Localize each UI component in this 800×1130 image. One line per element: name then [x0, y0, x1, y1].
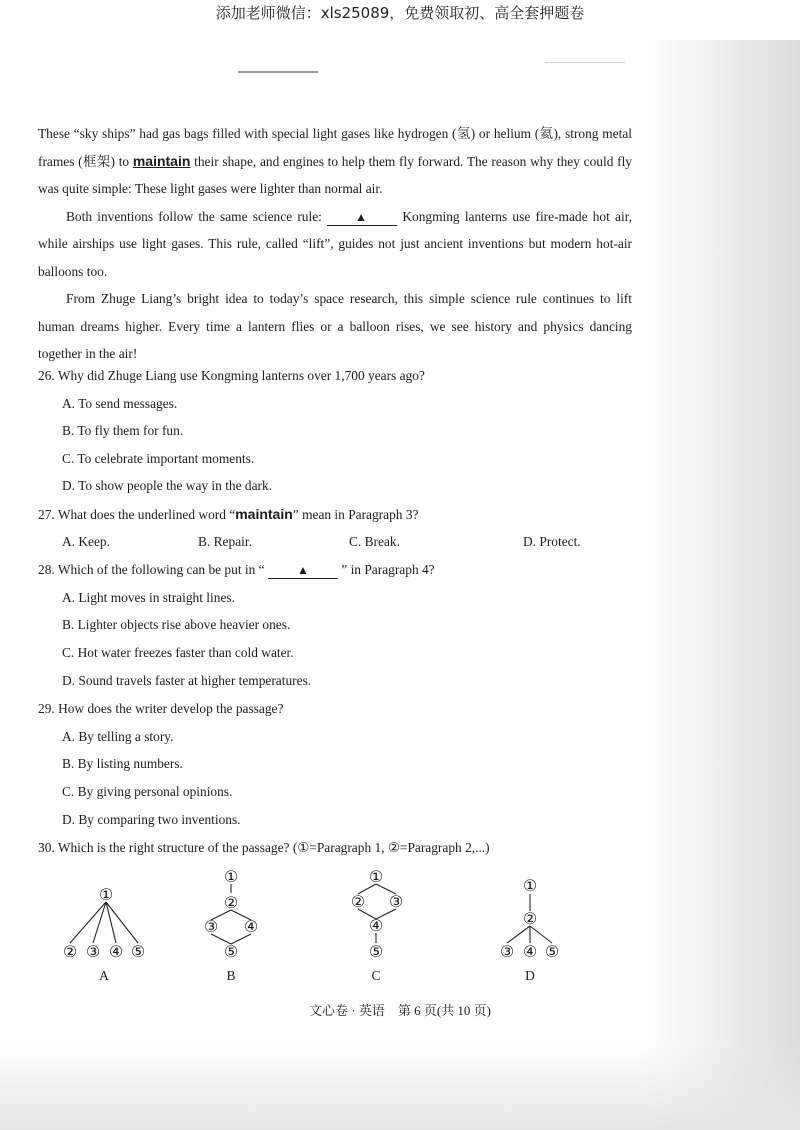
- scan-shadow: [640, 40, 800, 1130]
- answer-blank: [327, 209, 397, 226]
- diagram-label-c: C: [371, 968, 381, 983]
- structure-diagram-svg: [40, 860, 640, 990]
- diagram-a-node-1: ①: [98, 885, 114, 904]
- q28-option-c: C. Hot water freezes faster than cold water.: [62, 645, 294, 660]
- q28-option-d: D. Sound travels faster at higher temperatures.: [62, 673, 312, 688]
- diagram-c-node-1: ①: [368, 867, 384, 886]
- paragraph-4-text-a: Both inventions follow the same science rule:: [66, 208, 328, 224]
- paragraph-3-text-a: These “sky ships” had gas bags filled with special light gases like hydrogen (氢) or helium (氦), strong metal frames (框架) to: [38, 126, 632, 169]
- q27-stem-after: ” mean in Paragraph 3?: [292, 507, 419, 522]
- passage: [38, 120, 632, 368]
- q28-stem-after: ” in Paragraph 4?: [337, 562, 435, 577]
- diagram-nodes: [63, 867, 559, 961]
- diagram-label-d: D: [525, 968, 535, 983]
- question-27-stem: [38, 506, 418, 523]
- diagram-b-node-5: ⑤: [223, 942, 239, 961]
- diagram-labels: [99, 968, 535, 983]
- question-26-stem: 26. Why did Zhuge Liang use Kongming lanterns over 1,700 years ago?: [38, 368, 425, 383]
- paragraph-3-text-b: their shape, and engines to help them fly forward. The reason why they could fly was quite simple: These light gases were lighter than normal air.: [38, 153, 632, 196]
- q28-option-a: A. Light moves in straight lines.: [62, 590, 235, 605]
- q28-option-b: B. Lighter objects rise above heavier ones.: [62, 617, 291, 632]
- q27-option-c: C. Break.: [349, 534, 400, 549]
- paragraph-4: [38, 203, 632, 286]
- paragraph-5: From Zhuge Liang’s bright idea to today’s space research, this simple science rule continues to lift human dreams higher. Every time a lantern flies or a balloon rises, we see history and physics dancing together in the air!: [38, 291, 632, 361]
- q28-triangle-icon: ▲: [297, 563, 309, 577]
- paragraph-3: [38, 120, 632, 203]
- q27-stem-word: maintain: [235, 506, 293, 522]
- q26-option-a: A. To send messages.: [62, 396, 178, 411]
- header-rule-faint: [545, 62, 625, 63]
- q28-blank: [268, 562, 338, 579]
- diagram-d-node-2: ②: [522, 909, 538, 928]
- q26-option-d: D. To show people the way in the dark.: [62, 478, 273, 493]
- diagram-a-node-3: ③: [85, 942, 101, 961]
- diagram-d-node-3: ③: [499, 942, 515, 961]
- diagram-b-node-2: ②: [223, 893, 239, 912]
- q27-option-d: D. Protect.: [523, 534, 581, 549]
- diagram-c-node-4: ④: [368, 916, 384, 935]
- question-29-stem: 29. How does the writer develop the passage?: [38, 701, 284, 716]
- diagram-d-node-4: ④: [522, 942, 538, 961]
- paragraph-4-text-b: Kongming lanterns use fire-made hot air, while airships use light gases. This rule, called “lift”, guides not just ancient inventions but modern hot-air balloons too.: [38, 208, 632, 279]
- question-28-stem: [38, 562, 435, 579]
- q26-option-c: C. To celebrate important moments.: [62, 451, 255, 466]
- diagram-c-node-2: ②: [350, 892, 366, 911]
- diagram-b-node-1: ①: [223, 867, 239, 886]
- diagram-a-node-5: ⑤: [130, 942, 146, 961]
- diagram-c-node-5: ⑤: [368, 942, 384, 961]
- diagram-a-node-2: ②: [62, 942, 78, 961]
- diagram-b-node-4: ④: [243, 917, 259, 936]
- scan-bottom-shadow: [0, 1040, 800, 1130]
- diagram-b-node-3: ③: [203, 917, 219, 936]
- q27-stem-before: 27. What does the underlined word “: [38, 507, 236, 522]
- question-30-stem: 30. Which is the right structure of the passage? (①=Paragraph 1, ②=Paragraph 2,...): [38, 840, 490, 855]
- diagram-d-node-5: ⑤: [544, 942, 560, 961]
- q29-option-b: B. By listing numbers.: [62, 756, 183, 771]
- diagram-c-node-3: ③: [388, 892, 404, 911]
- structure-diagrams: [40, 860, 640, 990]
- q27-option-b: B. Repair.: [198, 534, 252, 549]
- q29-option-a: A. By telling a story.: [62, 729, 174, 744]
- diagram-label-b: B: [226, 968, 236, 983]
- diagram-a-node-4: ④: [108, 942, 124, 961]
- q26-option-b: B. To fly them for fun.: [62, 423, 184, 438]
- page-footer: 文心卷 · 英语 第 6 页(共 10 页): [309, 1003, 491, 1018]
- diagram-lines: [70, 884, 552, 944]
- header-rule: [238, 71, 318, 73]
- blank-triangle-icon: ▲: [355, 209, 367, 224]
- q29-option-d: D. By comparing two inventions.: [62, 812, 241, 827]
- q29-option-c: C. By giving personal opinions.: [62, 784, 233, 799]
- watermark-text: 添加老师微信：xls25089，免费领取初、高全套押题卷: [215, 4, 585, 22]
- diagram-d-node-1: ①: [522, 876, 538, 895]
- q28-stem-before: 28. Which of the following can be put in “: [38, 562, 268, 577]
- diagram-label-a: A: [99, 968, 109, 983]
- q27-option-a: A. Keep.: [62, 534, 110, 549]
- underlined-word-maintain: maintain: [132, 152, 191, 169]
